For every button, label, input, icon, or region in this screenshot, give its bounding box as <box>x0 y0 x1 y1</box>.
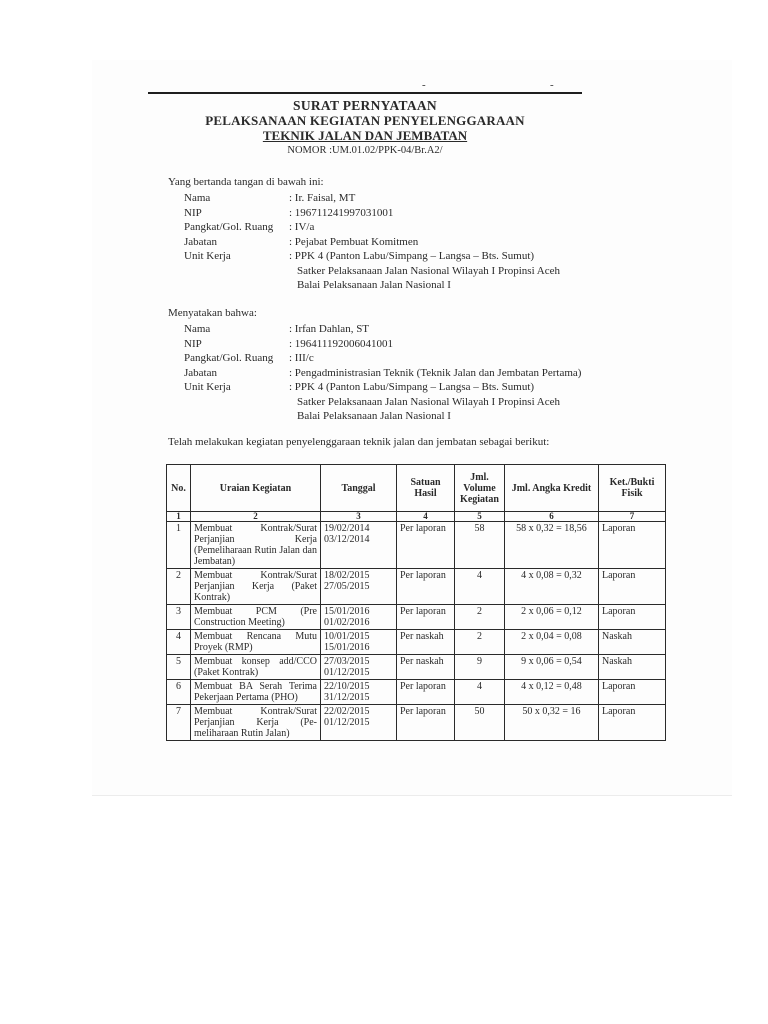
table-row <box>167 605 666 630</box>
cell-volume: 4 <box>455 569 505 605</box>
field-label: Nama <box>184 323 211 335</box>
column-number: 5 <box>455 512 505 522</box>
document-number: NOMOR :UM.01.02/PPK-04/Br.A2/ <box>287 145 443 156</box>
field-row <box>184 191 560 206</box>
table-header-row <box>167 465 666 512</box>
cell-volume: 9 <box>455 655 505 680</box>
cell-tanggal: 22/02/2015 01/12/2015 <box>321 705 397 741</box>
field-value: : IV/a <box>289 221 315 233</box>
cell-volume: 58 <box>455 522 505 569</box>
unit-line: Satker Pelaksanaan Jalan Nasional Wilayah I Propinsi Aceh <box>297 395 560 408</box>
header-rule <box>148 92 582 94</box>
field-value: : Irfan Dahlan, ST <box>289 323 370 335</box>
field-value: : 196711241997031001 <box>289 206 394 219</box>
field-row <box>184 351 581 366</box>
cell-ket: Laporan <box>599 605 666 630</box>
cell-no: 4 <box>167 630 191 655</box>
cell-kredit: 58 x 0,32 = 18,56 <box>505 522 599 569</box>
cell-no: 5 <box>167 655 191 680</box>
table-row <box>167 522 666 569</box>
field-row <box>184 322 581 337</box>
cell-tanggal: 27/03/2015 01/12/2015 <box>321 655 397 680</box>
column-header: Jml. Angka Kredit <box>505 465 599 512</box>
field-value: : Pejabat Pembuat Komitmen <box>289 235 419 248</box>
cell-satuan: Per laporan <box>397 605 455 630</box>
subject-fields <box>184 322 581 424</box>
cell-uraian: Membuat PCM (Pre Construction Meeting) <box>191 605 321 630</box>
field-value: : Pengadministrasian Teknik (Teknik Jalan dan Jembatan Pertama) <box>289 366 582 379</box>
cell-volume: 2 <box>455 630 505 655</box>
table-row <box>167 655 666 680</box>
signer-fields <box>184 191 560 293</box>
field-value: : III/c <box>289 352 314 364</box>
cell-uraian: Membuat konsep add/CCO (Paket Kontrak) <box>191 655 321 680</box>
field-row <box>184 395 581 410</box>
field-value: : 196411192006041001 <box>289 337 393 350</box>
column-number: 1 <box>167 512 191 522</box>
field-row <box>184 235 560 250</box>
field-label: Unit Kerja <box>184 381 231 393</box>
unit-line: Balai Pelaksanaan Jalan Nasional I <box>297 279 451 291</box>
cell-tanggal: 22/10/2015 31/12/2015 <box>321 680 397 705</box>
cell-no: 3 <box>167 605 191 630</box>
field-row <box>184 409 581 424</box>
column-header: Tanggal <box>321 465 397 512</box>
cell-volume: 4 <box>455 680 505 705</box>
cell-kredit: 50 x 0,32 = 16 <box>505 705 599 741</box>
cell-tanggal: 10/01/2015 15/01/2016 <box>321 630 397 655</box>
column-number: 3 <box>321 512 397 522</box>
cell-volume: 50 <box>455 705 505 741</box>
header-mark: - <box>422 79 426 91</box>
field-row <box>184 337 581 352</box>
cell-satuan: Per laporan <box>397 680 455 705</box>
cell-satuan: Per laporan <box>397 522 455 569</box>
field-row <box>184 366 581 381</box>
field-label: NIP <box>184 337 202 350</box>
cell-uraian: Membuat Kontrak/Surat Perjanjian Kerja (Paket Kontrak) <box>191 569 321 605</box>
cell-tanggal: 19/02/2014 03/12/2014 <box>321 522 397 569</box>
cell-kredit: 4 x 0,08 = 0,32 <box>505 569 599 605</box>
column-header: Uraian Kegiatan <box>191 465 321 512</box>
cell-no: 7 <box>167 705 191 741</box>
column-header: Satuan Hasil <box>397 465 455 512</box>
cell-ket: Naskah <box>599 630 666 655</box>
table-row <box>167 680 666 705</box>
unit-line: Balai Pelaksanaan Jalan Nasional I <box>297 410 451 422</box>
column-header: Jml. Volume Kegiatan <box>455 465 505 512</box>
signer-intro: Yang bertanda tangan di bawah ini: <box>168 176 324 188</box>
document-title: SURAT PERNYATAAN <box>293 98 437 113</box>
cell-volume: 2 <box>455 605 505 630</box>
field-label: Pangkat/Gol. Ruang <box>184 352 274 364</box>
column-number: 6 <box>505 512 599 522</box>
field-value: : PPK 4 (Panton Labu/Simpang – Langsa – Bts. Sumut) <box>289 381 535 393</box>
field-label: Unit Kerja <box>184 250 231 262</box>
subject-intro: Menyatakan bahwa: <box>168 307 257 319</box>
cell-satuan: Per naskah <box>397 630 455 655</box>
cell-no: 1 <box>167 522 191 569</box>
cell-no: 2 <box>167 569 191 605</box>
document-subtitle: PELAKSANAAN KEGIATAN PENYELENGGARAAN <box>205 113 525 128</box>
cell-kredit: 2 x 0,04 = 0,08 <box>505 630 599 655</box>
cell-uraian: Membuat Kontrak/Surat Perjanjian Kerja (Pemeliharaan Rutin Jalan dan Jembatan) <box>191 522 321 569</box>
field-row <box>184 264 560 279</box>
field-row <box>184 249 560 264</box>
column-number: 2 <box>191 512 321 522</box>
field-label: NIP <box>184 206 202 219</box>
cell-satuan: Per naskah <box>397 655 455 680</box>
cell-kredit: 4 x 0,12 = 0,48 <box>505 680 599 705</box>
cell-uraian: Membuat Kontrak/Surat Perjanjian Kerja (Pe-meliharaan Rutin Jalan) <box>191 705 321 741</box>
column-header: Ket./Bukti Fisik <box>599 465 666 512</box>
table-row <box>167 630 666 655</box>
field-label: Jabatan <box>184 235 217 248</box>
field-row <box>184 206 560 221</box>
field-label: Pangkat/Gol. Ruang <box>184 221 274 233</box>
cell-ket: Laporan <box>599 522 666 569</box>
cell-kredit: 9 x 0,06 = 0,54 <box>505 655 599 680</box>
activities-table <box>166 464 666 741</box>
column-header: No. <box>167 465 191 512</box>
cell-satuan: Per laporan <box>397 569 455 605</box>
field-label: Jabatan <box>184 366 217 379</box>
field-row <box>184 278 560 293</box>
cell-satuan: Per laporan <box>397 705 455 741</box>
cell-uraian: Membuat Rencana Mutu Proyek (RMP) <box>191 630 321 655</box>
document-header <box>148 98 582 158</box>
document-subject: TEKNIK JALAN DAN JEMBATAN <box>262 128 468 143</box>
cell-no: 6 <box>167 680 191 705</box>
cell-ket: Naskah <box>599 655 666 680</box>
cell-ket: Laporan <box>599 705 666 741</box>
unit-line: Satker Pelaksanaan Jalan Nasional Wilayah I Propinsi Aceh <box>297 264 560 277</box>
cell-ket: Laporan <box>599 569 666 605</box>
table-row <box>167 569 666 605</box>
column-number: 4 <box>397 512 455 522</box>
field-value: : PPK 4 (Panton Labu/Simpang – Langsa – Bts. Sumut) <box>289 250 535 262</box>
cell-kredit: 2 x 0,06 = 0,12 <box>505 605 599 630</box>
cell-tanggal: 18/02/2015 27/05/2015 <box>321 569 397 605</box>
header-mark: - <box>550 79 554 91</box>
cell-ket: Laporan <box>599 680 666 705</box>
cell-uraian: Membuat BA Serah Terima Pekerjaan Pertama (PHO) <box>191 680 321 705</box>
field-value: : Ir. Faisal, MT <box>289 192 356 204</box>
field-row <box>184 380 581 395</box>
statement-text: Telah melakukan kegiatan penyelenggaraan teknik jalan dan jembatan sebagai berikut: <box>168 436 550 448</box>
table-row <box>167 705 666 741</box>
column-number-row <box>167 512 666 522</box>
column-number: 7 <box>599 512 666 522</box>
cell-tanggal: 15/01/2016 01/02/2016 <box>321 605 397 630</box>
field-row <box>184 220 560 235</box>
field-label: Nama <box>184 192 211 204</box>
